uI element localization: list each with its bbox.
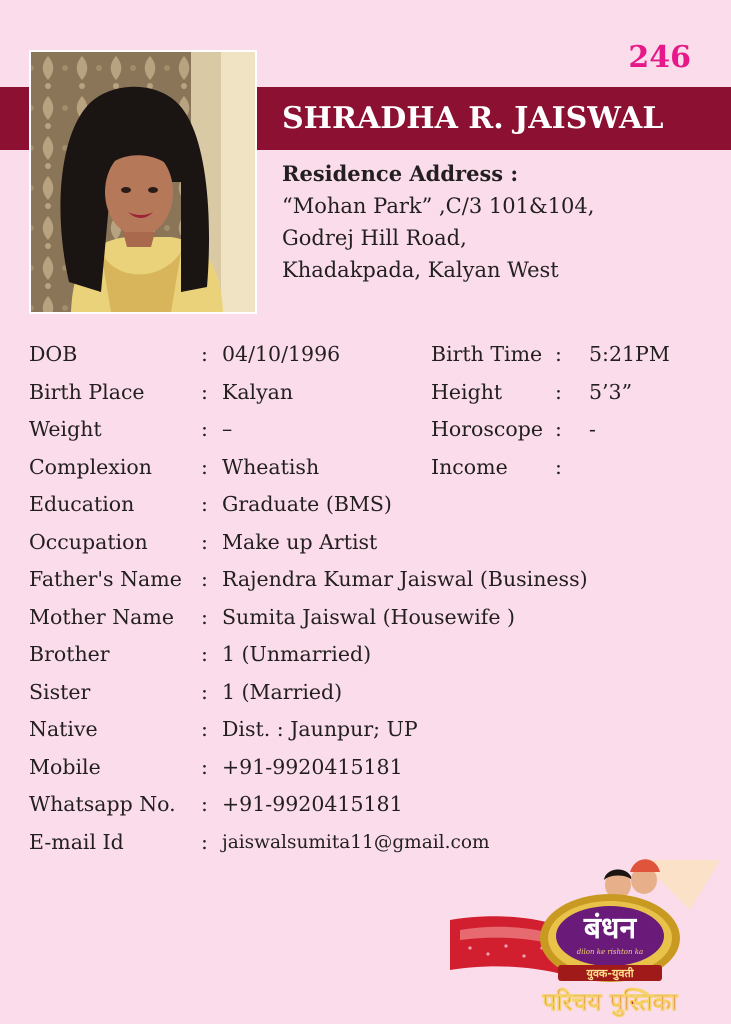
detail-label: Weight [29,417,102,441]
address-line: Godrej Hill Road, [282,226,467,250]
detail-label: Native [29,717,98,741]
logo-subtitle: युवक-युवती [586,967,634,980]
detail-row-education [29,486,719,524]
detail-row-sister [29,674,719,712]
detail-label: Education [29,492,135,516]
logo-title: बंधन [583,911,637,946]
profile-name: SHRADHA R. JAISWAL [282,101,664,136]
detail-value-secondary: - [589,417,596,441]
detail-label: Whatsapp No. [29,792,176,816]
bandhan-logo [430,850,730,1020]
detail-row-weight [29,411,719,449]
detail-value: Sumita Jaiswal (Housewife ) [222,604,515,629]
detail-colon: : [555,417,562,441]
detail-label-secondary: Horoscope [431,417,543,441]
detail-colon: : [555,342,562,366]
detail-value: Make up Artist [222,529,378,554]
detail-colon: : [201,717,208,741]
detail-value: Wheatish [222,454,320,479]
detail-value-secondary: 5’3” [589,379,633,404]
detail-row-complexion [29,449,719,487]
detail-label: Sister [29,679,91,704]
detail-value: 04/10/1996 [222,342,341,366]
detail-colon: : [201,792,208,816]
detail-colon: : [201,379,208,404]
detail-colon: : [201,754,208,779]
detail-value: 1 (Married) [222,679,343,704]
detail-row-father [29,561,719,599]
detail-colon: : [555,454,562,479]
detail-colon: : [201,454,208,479]
detail-label-secondary: Income [431,454,508,479]
detail-value: Dist. : Jaunpur; UP [222,717,418,741]
details-table [29,336,719,861]
detail-colon: : [201,604,208,629]
detail-label: Brother [29,642,110,666]
detail-label: Mother Name [29,604,174,629]
detail-colon: : [555,379,562,404]
detail-row-whatsapp [29,786,719,824]
detail-colon: : [201,492,208,516]
address-line: “Mohan Park” ,C/3 101&104, [282,194,595,218]
detail-colon: : [201,342,208,366]
detail-row-native [29,711,719,749]
detail-row-occupation [29,524,719,562]
detail-row-dob [29,336,719,374]
residence-address [282,158,594,286]
detail-label: Father's Name [29,567,182,591]
detail-colon: : [201,829,208,854]
detail-colon: : [201,642,208,666]
detail-colon: : [201,529,208,554]
detail-label: Mobile [29,754,101,779]
detail-label: Complexion [29,454,152,479]
detail-value: jaiswalsumita11@gmail.com [222,831,490,853]
detail-value: – [222,417,233,441]
detail-row-brother [29,636,719,674]
detail-colon: : [201,567,208,591]
detail-value: +91-9920415181 [222,792,403,816]
detail-value: Kalyan [222,379,294,404]
detail-value: Graduate (BMS) [222,492,392,516]
detail-colon: : [201,417,208,441]
detail-label: DOB [29,342,78,366]
detail-row-mother [29,599,719,637]
logo-footer: परिचय पुस्तिका [542,988,678,1016]
detail-label: Birth Place [29,379,145,404]
detail-label: Occupation [29,529,148,554]
detail-row-mobile [29,749,719,787]
detail-label: E-mail Id [29,829,124,854]
detail-value: 1 (Unmarried) [222,642,372,666]
detail-value: +91-9920415181 [222,754,403,779]
detail-label-secondary: Birth Time [431,342,543,366]
profile-photo [29,50,257,314]
address-line: Khadakpada, Kalyan West [282,258,559,282]
logo-tagline: dilon ke rishton ka [576,948,644,956]
page-number: 246 [628,40,691,75]
detail-colon: : [201,679,208,704]
detail-value-secondary: 5:21PM [589,342,670,366]
detail-label-secondary: Height [431,379,503,404]
detail-row-birth-place [29,374,719,412]
detail-value: Rajendra Kumar Jaiswal (Business) [222,567,588,591]
address-label: Residence Address : [282,161,519,186]
